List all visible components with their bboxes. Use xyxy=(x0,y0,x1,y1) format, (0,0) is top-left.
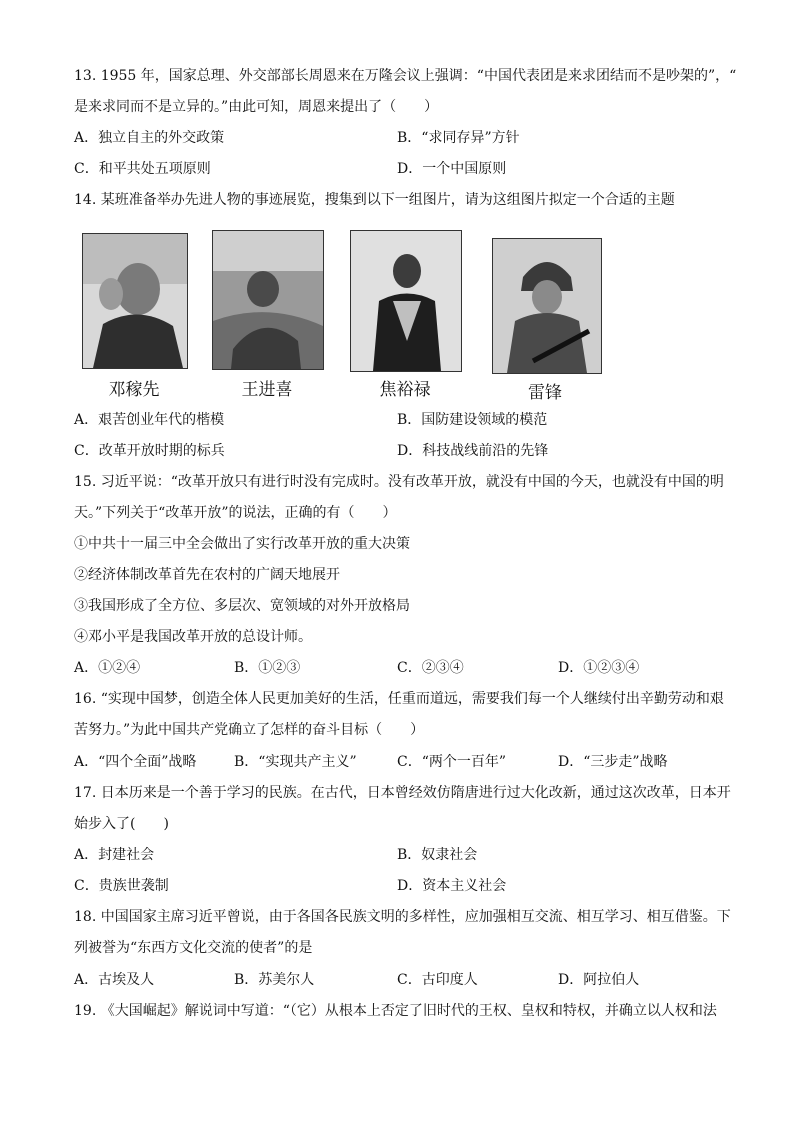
q16-option-a[interactable]: A．“四个全面”战略 xyxy=(74,754,197,770)
q14-stem-line1: 14. 某班准备举办先进人物的事迹展览，搜集到以下一组图片，请为这组图片拟定一个合适的主题 xyxy=(74,192,675,208)
q16-option-c[interactable]: C．“两个一百年” xyxy=(397,754,507,770)
photo-lei-feng xyxy=(492,238,602,374)
q14-option-b[interactable]: B．国防建设领域的模范 xyxy=(397,412,548,428)
q18-stem-line1: 18. 中国国家主席习近平曾说，由于各国各民族文明的多样性，应加强相互交流、相互学习、相互借鉴。下 xyxy=(74,909,731,925)
q15-item-3: ③我国形成了全方位、多层次、宽领域的对外开放格局 xyxy=(74,598,410,614)
photo-deng-jiaxian xyxy=(82,233,188,369)
q16-stem-line2: 苦努力。”为此中国共产党确立了怎样的奋斗目标（ ） xyxy=(74,722,425,738)
caption-1: 邓稼先 xyxy=(108,380,160,400)
q15-item-1: ①中共十一届三中全会做出了实行改革开放的重大决策 xyxy=(74,536,410,552)
q15-item-4: ④邓小平是我国改革开放的总设计师。 xyxy=(74,629,312,645)
caption-4: 雷锋 xyxy=(528,383,562,403)
q13-option-b[interactable]: B．“求同存异”方针 xyxy=(397,130,520,146)
q15-item-2: ②经济体制改革首先在农村的广阔天地展开 xyxy=(74,567,340,583)
q13-option-d[interactable]: D．一个中国原则 xyxy=(397,161,507,177)
q17-option-c[interactable]: C．贵族世袭制 xyxy=(74,878,169,894)
q18-stem-line2: 列被誉为“东西方文化交流的使者”的是 xyxy=(74,940,313,956)
q15-option-b[interactable]: B．①②③ xyxy=(234,660,301,676)
q17-option-a[interactable]: A．封建社会 xyxy=(74,847,155,863)
photo-wang-jinxi xyxy=(212,230,324,370)
q15-option-d[interactable]: D．①②③④ xyxy=(558,660,640,676)
q18-option-b[interactable]: B．苏美尔人 xyxy=(234,972,315,988)
q16-stem-line1: 16. “实现中国梦，创造全体人民更加美好的生活，任重而道远，需要我们每一个人继续付出辛勤劳动和艰 xyxy=(74,691,724,707)
q18-option-d[interactable]: D．阿拉伯人 xyxy=(558,972,640,988)
q17-stem-line2: 始步入了( ) xyxy=(74,816,169,832)
q17-option-d[interactable]: D．资本主义社会 xyxy=(397,878,507,894)
q16-option-d[interactable]: D．“三步走”战略 xyxy=(558,754,668,770)
caption-2: 王进喜 xyxy=(241,380,293,400)
q13-stem-line2: 是来求同而不是立异的。”由此可知，周恩来提出了（ ） xyxy=(74,99,439,115)
q15-option-a[interactable]: A．①②④ xyxy=(74,660,141,676)
q13-option-c[interactable]: C．和平共处五项原则 xyxy=(74,161,211,177)
q19-stem-line1: 19. 《大国崛起》解说词中写道：“（它）从根本上否定了旧时代的王权、皇权和特权，并确立以人权和法 xyxy=(74,1003,717,1019)
q14-option-c[interactable]: C．改革开放时期的标兵 xyxy=(74,443,225,459)
q13-stem-line1: 13. 1955 年，国家总理、外交部部长周恩来在万隆会议上强调：“中国代表团是来求团结而不是吵架的”，“ xyxy=(74,68,737,84)
q15-stem-line1: 15. 习近平说：“改革开放只有进行时没有完成时。没有改革开放，就没有中国的今天，也就没有中国的明 xyxy=(74,474,724,490)
q18-option-a[interactable]: A．古埃及人 xyxy=(74,972,155,988)
q16-option-b[interactable]: B．“实现共产主义” xyxy=(234,754,357,770)
photo-jiao-yulu xyxy=(350,230,462,372)
q14-option-a[interactable]: A．艰苦创业年代的楷模 xyxy=(74,412,225,428)
q15-option-c[interactable]: C．②③④ xyxy=(397,660,464,676)
q13-option-a[interactable]: A．独立自主的外交政策 xyxy=(74,130,225,146)
caption-3: 焦裕禄 xyxy=(379,380,431,400)
q18-option-c[interactable]: C．古印度人 xyxy=(397,972,478,988)
q17-stem-line1: 17. 日本历来是一个善于学习的民族。在古代，日本曾经效仿隋唐进行过大化改新，通过这次改革，日本开 xyxy=(74,785,731,801)
q14-option-d[interactable]: D．科技战线前沿的先锋 xyxy=(397,443,549,459)
q15-stem-line2: 天。”下列关于“改革开放”的说法，正确的有（ ） xyxy=(74,505,397,521)
q17-option-b[interactable]: B．奴隶社会 xyxy=(397,847,478,863)
